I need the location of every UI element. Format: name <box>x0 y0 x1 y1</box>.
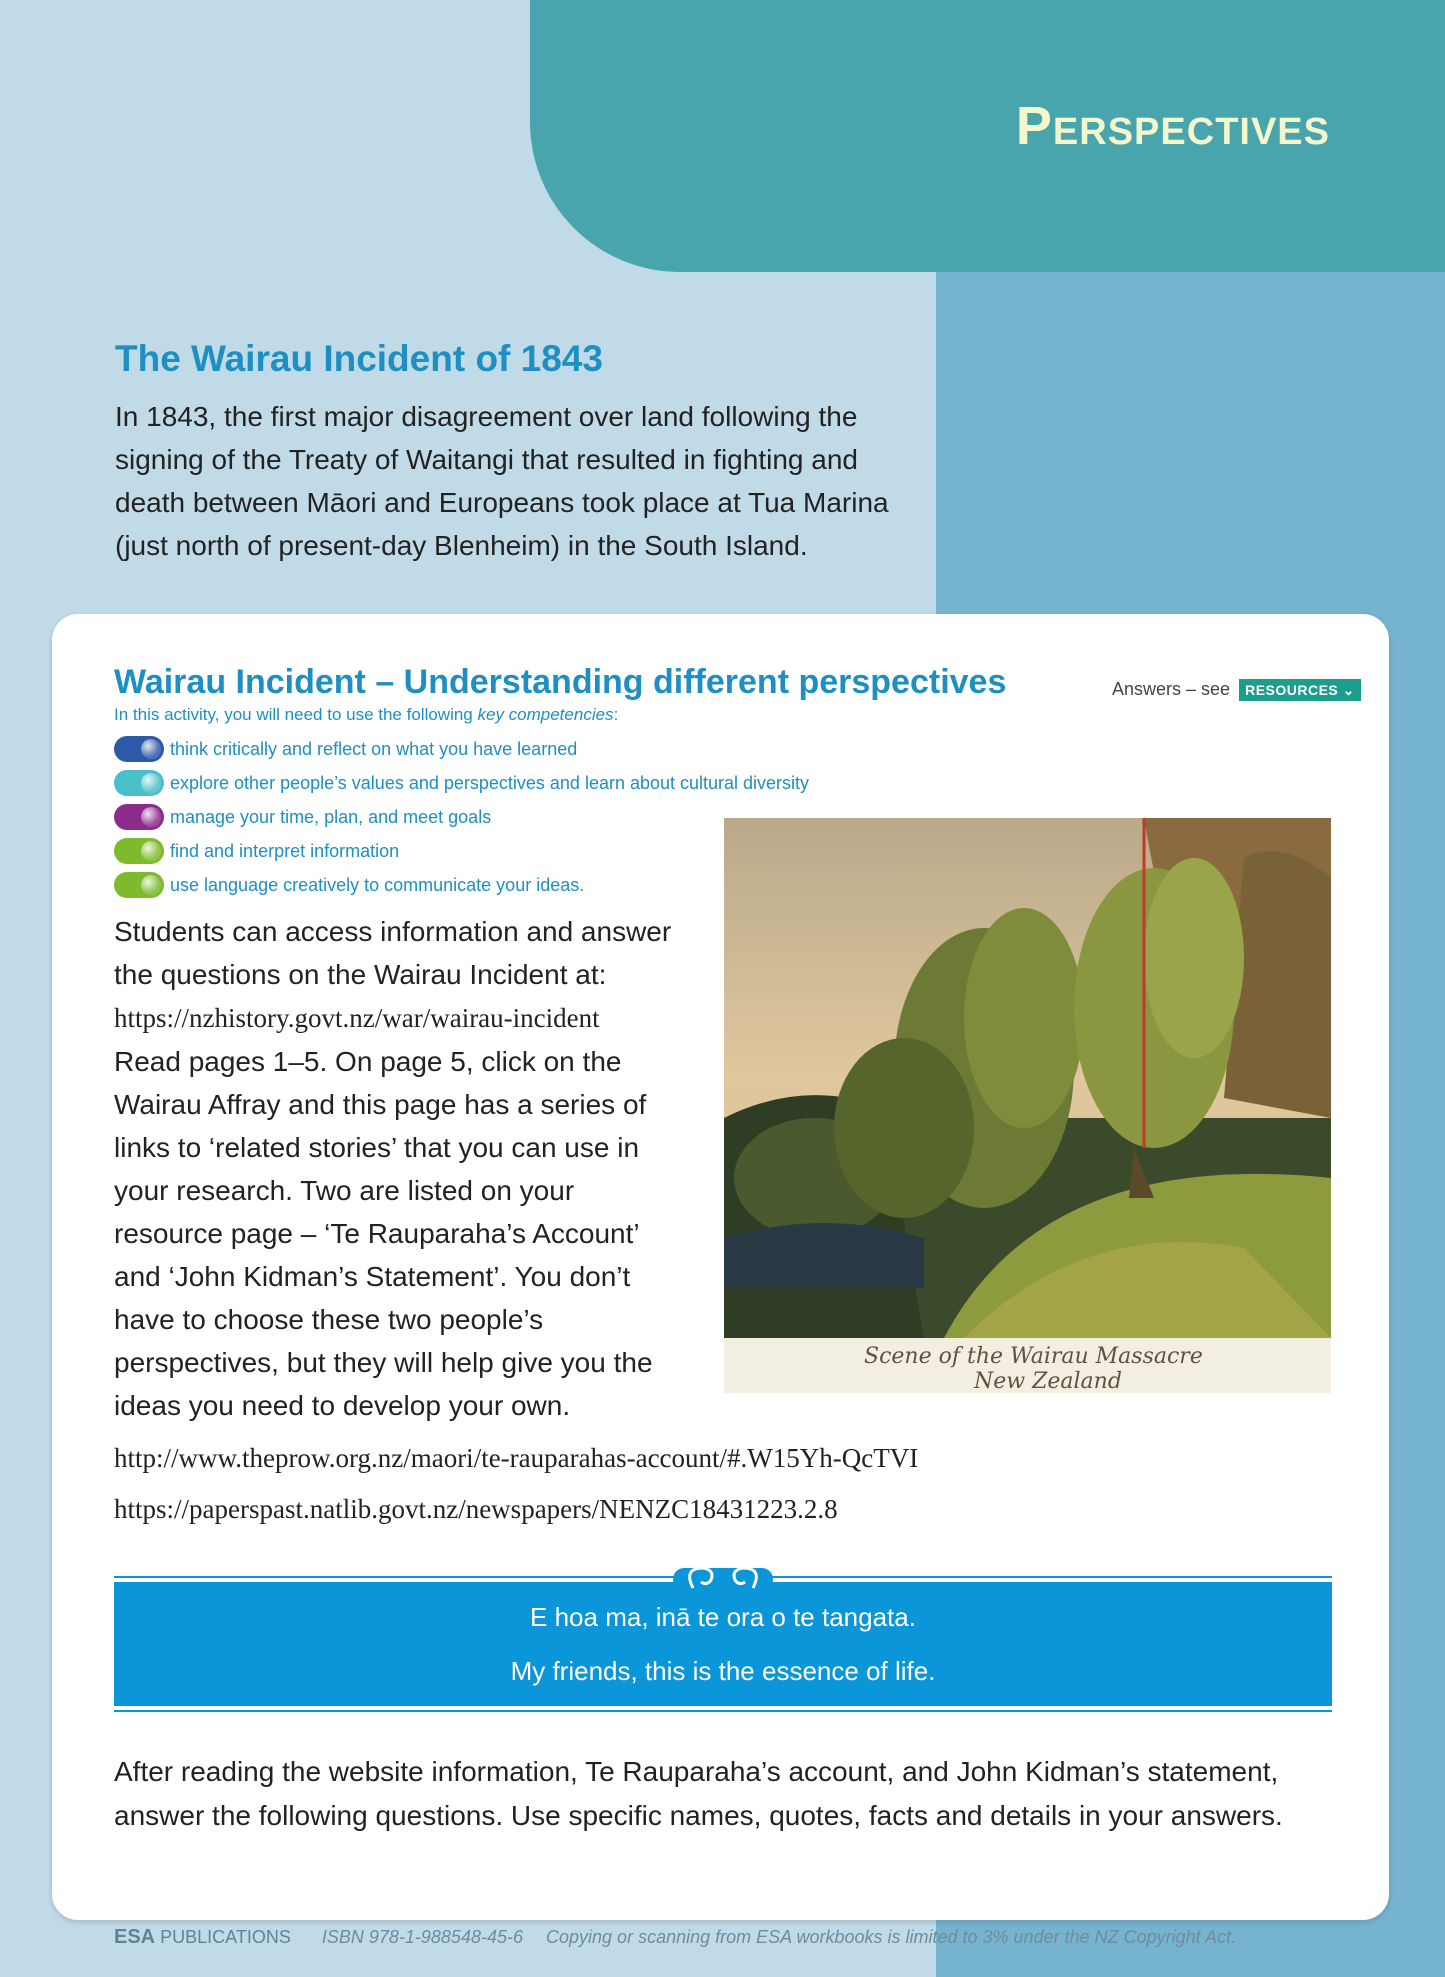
competency-pill-icon <box>114 872 164 898</box>
competency-item <box>114 732 809 766</box>
competency-text: manage your time, plan, and meet goals <box>170 806 492 827</box>
activity-title: Wairau Incident – Understanding different perspectives <box>114 663 1007 701</box>
proverb-english: My friends, this is the essence of life. <box>510 1656 936 1686</box>
intro-paragraph: In 1843, the first major disagreement over land following the signing of the Treaty of Waitangi that resulted in fighting and death between Māori and Europeans took place at Tua Marina (just north of present-day Blenheim) in the South Island. <box>115 401 889 561</box>
body-instructions: Read pages 1–5. On page 5, click on the Wairau Affray and this page has a series of links to ‘related stories’ that you can use in your research. Two are listed on your resource page – ‘Te Rauparaha’s Account’ and ‘John Kidman’s Statement’. You don’t have to choose these two people’s perspectives, but they will help give you the ideas you need to develop your own. <box>114 1046 653 1421</box>
competency-pill-icon <box>114 838 164 864</box>
intro-title: The Wairau Incident of 1843 <box>115 338 603 379</box>
competency-text: think critically and reflect on what you have learned <box>170 738 578 759</box>
te-rauparaha-account-link[interactable]: http://www.theprow.org.nz/maori/te-rauparahas-account/#.W15Yh-QcTVI <box>114 1443 919 1473</box>
competency-pill-icon <box>114 804 164 830</box>
koru-ornament-icon <box>663 1558 783 1598</box>
competency-item <box>114 868 809 902</box>
wairau-incident-link[interactable]: https://nzhistory.govt.nz/war/wairau-incident <box>114 1003 600 1033</box>
wairau-painting <box>724 818 1331 1393</box>
painting-caption-line2: New Zealand <box>974 1369 1122 1393</box>
proverb-bottom-rule <box>114 1710 1332 1712</box>
competencies-intro-suffix: : <box>613 705 619 724</box>
footer <box>114 1926 1236 1949</box>
painting-caption-line1: Scene of the Wairau Massacre <box>864 1344 1203 1369</box>
competency-pill-icon <box>114 736 164 762</box>
competencies-intro <box>114 705 618 725</box>
competency-item <box>114 766 809 800</box>
body-intro: Students can access information and answer the questions on the Wairau Incident at: <box>114 916 672 990</box>
esa-logo: ESA <box>114 1926 156 1948</box>
competency-item <box>114 800 809 834</box>
competency-pill-icon <box>114 770 164 796</box>
proverb-maori: E hoa ma, inā te ora o te tangata. <box>530 1602 916 1632</box>
paperspast-link[interactable]: https://paperspast.natlib.govt.nz/newspapers/NENZC18431223.2.8 <box>114 1494 838 1524</box>
header-tab <box>530 0 1445 272</box>
competencies-intro-prefix: In this activity, you will need to use the following <box>114 705 478 724</box>
answers-reference <box>1112 679 1361 700</box>
answers-label: Answers – see <box>1112 679 1231 699</box>
publisher-name: PUBLICATIONS <box>160 1927 291 1947</box>
isbn: ISBN 978-1-988548-45-6 <box>321 1927 523 1947</box>
proverb-banner <box>114 1582 1332 1706</box>
competency-text: use language creatively to communicate your ideas. <box>170 874 585 895</box>
section-title: Perspectives <box>1015 96 1330 156</box>
resources-badge[interactable]: RESOURCES ⌄ <box>1239 679 1361 701</box>
competencies-intro-emphasis: key competencies <box>477 705 614 724</box>
activity-body-text <box>114 910 684 1427</box>
competency-text: explore other people’s values and perspectives and learn about cultural diversity <box>170 772 810 793</box>
competencies-list <box>114 732 809 902</box>
copyright-notice: Copying or scanning from ESA workbooks is limited to 3% under the NZ Copyright Act. <box>546 1927 1236 1947</box>
painting-illustration <box>724 818 1331 1393</box>
competency-item <box>114 834 809 868</box>
final-instructions: After reading the website information, Te Rauparaha’s account, and John Kidman’s statement, answer the following questions. Use specific names, quotes, facts and details in your answers. <box>114 1756 1283 1831</box>
competency-text: find and interpret information <box>170 840 400 861</box>
